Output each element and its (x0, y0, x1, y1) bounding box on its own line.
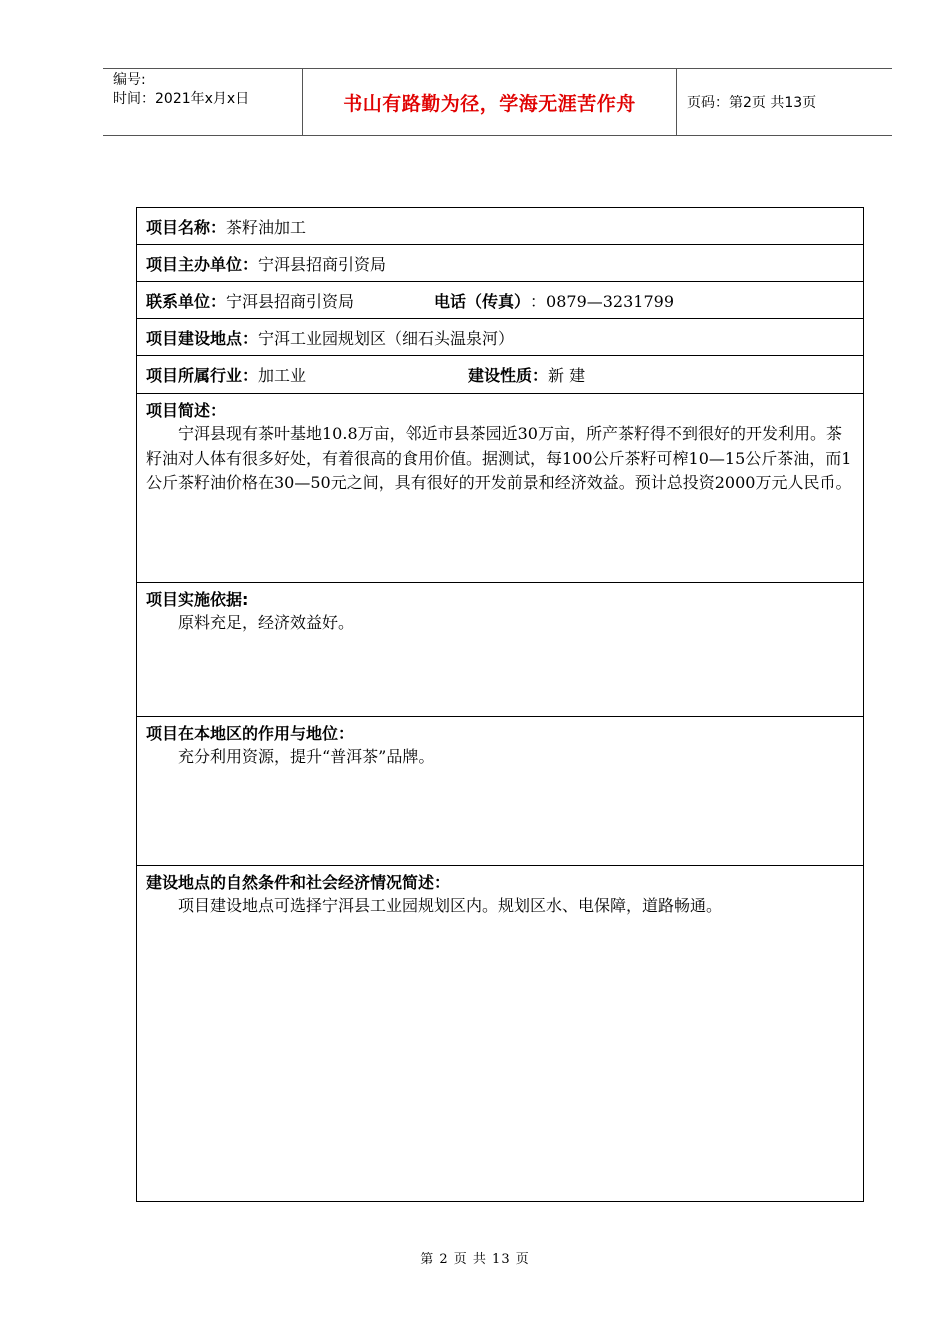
row-basis (137, 583, 863, 717)
summary-label: 项目简述： (146, 401, 227, 420)
industry-value: 加工业 (258, 366, 307, 385)
phone-value: ：0879—3231799 (530, 291, 675, 311)
phone-label: 电话（传真） (434, 291, 531, 311)
nature-value: 新 建 (548, 366, 586, 385)
host-unit-label: 项目主办单位： (146, 254, 259, 274)
role-text: 充分利用资源，提升“普洱茶”品牌。 (178, 747, 435, 766)
industry-label: 项目所属行业： (146, 366, 259, 385)
header-motto: 书山有路勤为径，学海无涯苦作舟 (303, 69, 677, 135)
contact-unit-value: 宁洱县招商引资局 (226, 291, 355, 311)
header-meta (103, 69, 303, 135)
location-value: 宁洱工业园规划区（细石头温泉河） (258, 328, 515, 348)
nature-label: 建设性质： (468, 366, 549, 385)
page-footer: 第 2 页 共 13 页 (420, 1252, 530, 1267)
row-host-unit (137, 245, 863, 282)
row-contact (137, 282, 863, 319)
host-unit-value: 宁洱县招商引资局 (258, 254, 387, 274)
location-label: 项目建设地点： (146, 328, 259, 348)
number-label: 编号: (113, 72, 146, 88)
conditions-label: 建设地点的自然条件和社会经济情况简述： (146, 873, 451, 892)
basis-label: 项目实施依据: (146, 590, 249, 609)
project-form-table (136, 207, 864, 1202)
row-role (137, 717, 863, 866)
time-label: 时间：2021年x月x日 (113, 91, 250, 107)
row-summary (137, 394, 863, 583)
summary-text: 宁洱县现有茶叶基地10.8万亩，邻近市县茶园近30万亩，所产茶籽得不到很好的开发利用。茶籽油对人体有很多好处，有着很高的食用价值。据测试，每100公斤茶籽可榨10—15公斤茶油，而1公斤茶籽油价格在30—50元之间，具有很好的开发前景和经济效益。预计总投资2000万元人民币。 (146, 424, 852, 492)
role-label: 项目在本地区的作用与地位： (146, 724, 355, 743)
row-location (137, 319, 863, 356)
contact-unit-label: 联系单位： (146, 291, 227, 311)
row-industry (137, 356, 863, 394)
project-name-value: 茶籽油加工 (226, 217, 307, 237)
project-name-label: 项目名称： (146, 217, 227, 237)
page-header (103, 68, 892, 136)
conditions-text: 项目建设地点可选择宁洱县工业园规划区内。规划区水、电保障，道路畅通。 (178, 896, 723, 915)
row-project-name (137, 208, 863, 245)
header-page-info: 页码：第2页 共13页 (687, 95, 817, 111)
basis-text: 原料充足，经济效益好。 (178, 613, 355, 632)
row-conditions (137, 866, 863, 1201)
